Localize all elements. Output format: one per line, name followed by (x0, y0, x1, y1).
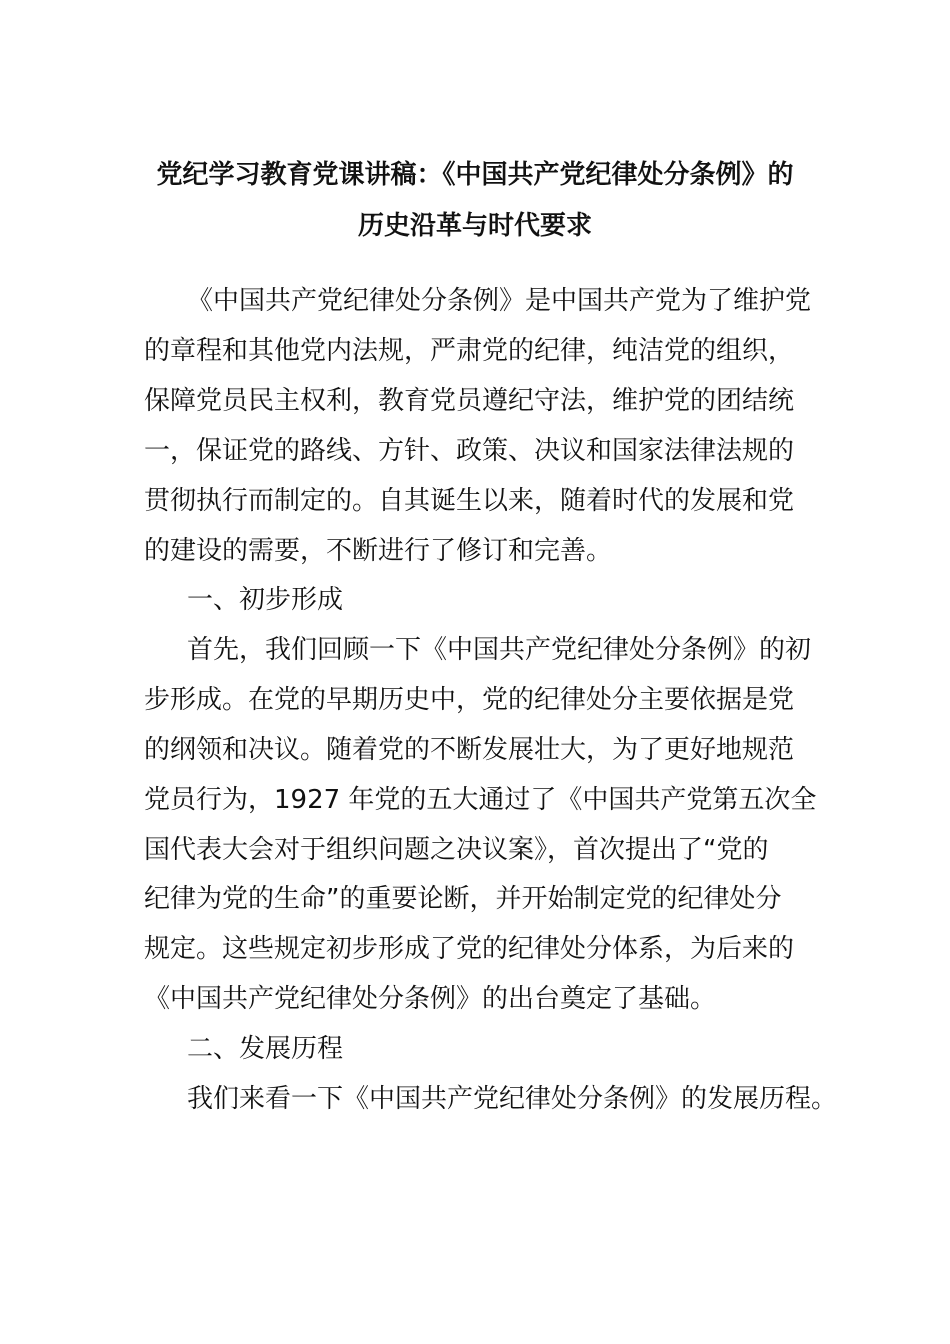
paragraph-line: 一，保证党的路线、方针、政策、决议和国家法律法规的 (144, 436, 795, 466)
paragraph-line: 首先，我们回顾一下《中国共产党纪律处分条例》的初 (187, 635, 812, 665)
paragraph-line: 的纲领和决议。随着党的不断发展壮大，为了更好地规范 (144, 735, 795, 765)
paragraph-line: 贯彻执行而制定的。自其诞生以来，随着时代的发展和党 (144, 486, 795, 516)
paragraph-line: 的建设的需要，不断进行了修订和完善。 (144, 536, 613, 566)
paragraph-line: 国代表大会对于组织问题之决议案》，首次提出了“党的 (144, 835, 769, 865)
paragraph-line: 步形成。在党的早期历史中，党的纪律处分主要依据是党 (144, 685, 795, 715)
section-heading-1: 一、初步形成 (187, 585, 344, 615)
paragraph-line: 纪律为党的生命”的重要论断，并开始制定党的纪律处分 (144, 884, 782, 914)
document-title-line-1: 党纪学习教育党课讲稿：《中国共产党纪律处分条例》的 (156, 160, 794, 190)
paragraph-line: 规定。这些规定初步形成了党的纪律处分体系，为后来的 (144, 934, 795, 964)
paragraph-line: 保障党员民主权利，教育党员遵纪守法，维护党的团结统 (144, 386, 795, 416)
paragraph-line: 我们来看一下《中国共产党纪律处分条例》的发展历程。 (187, 1084, 838, 1114)
document-title-line-2: 历史沿革与时代要求 (357, 211, 592, 241)
paragraph-line: 《中国共产党纪律处分条例》是中国共产党为了维护党 (187, 286, 812, 316)
section-heading-2: 二、发展历程 (187, 1034, 344, 1064)
paragraph-line: 党员行为，1927 年党的五大通过了《中国共产党第五次全 (144, 785, 817, 815)
paragraph-line: 《中国共产党纪律处分条例》的出台奠定了基础。 (144, 984, 717, 1014)
paragraph-line: 的章程和其他党内法规，严肃党的纪律，纯洁党的组织， (144, 336, 795, 366)
